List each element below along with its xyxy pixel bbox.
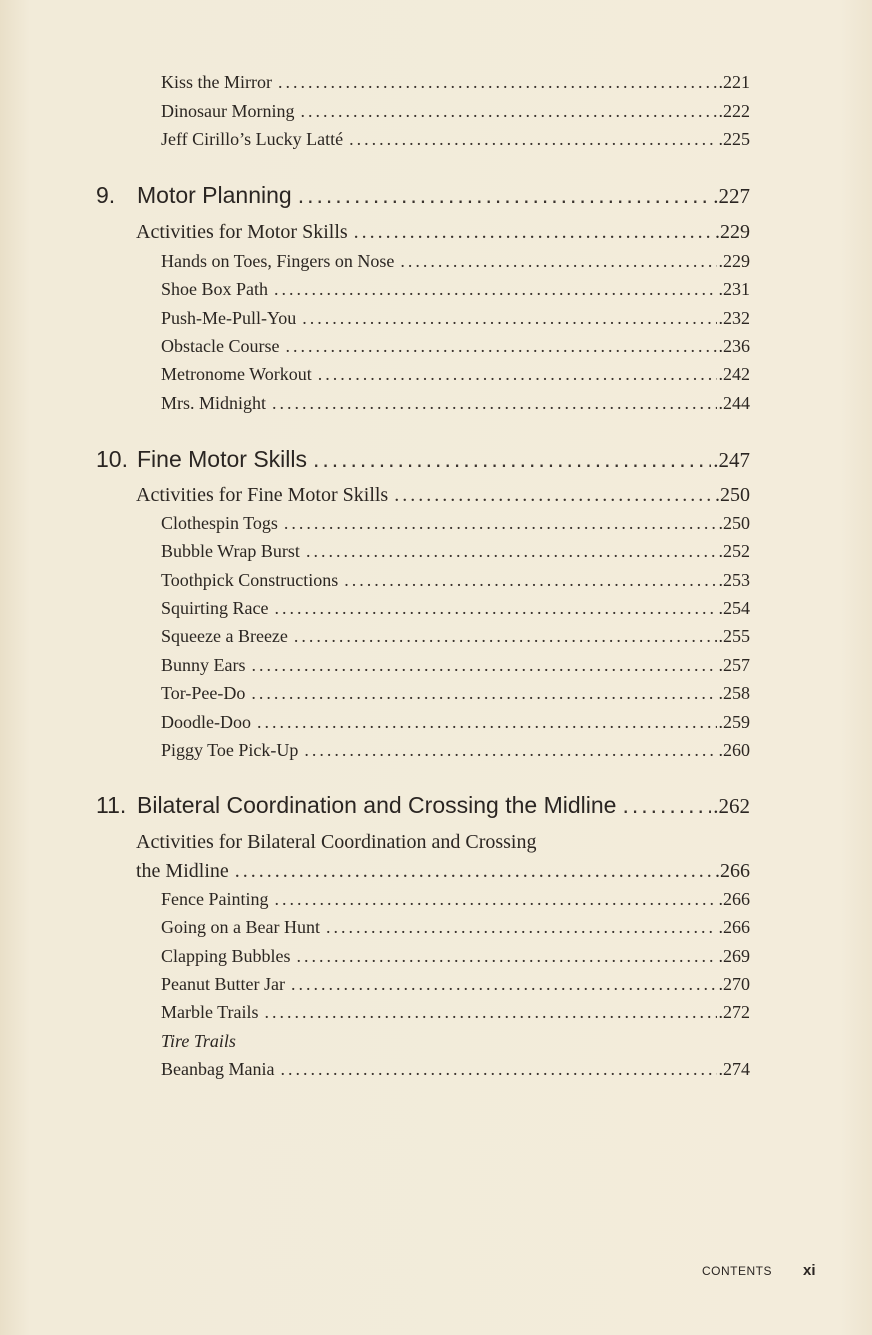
toc-section-line1: Activities for Bilateral Coordination and Crossing [136,831,537,853]
toc-entry: Squirting Race ..... .254 [161,598,750,619]
toc-entry: Beanbag Mania ..... .274 [161,1059,750,1080]
page-number: xi [803,1262,816,1279]
toc-entry: Clothespin Togs ..... .250 [161,513,750,534]
toc-entry: Dinosaur Morning ..... .222 [161,101,750,122]
toc-chapter-11: 11. Bilateral Coordination and Crossing the Midline ..... .262 [96,792,750,819]
toc-section: Activities for Fine Motor Skills ..... .250 [136,484,750,507]
toc-section: the Midline ..... .266 [136,860,750,883]
toc-entry: Shoe Box Path ..... .231 [161,279,750,300]
toc-entry: Doodle-Doo ..... .259 [161,712,750,733]
toc-entry: Metronome Workout ..... .242 [161,364,750,385]
toc-section: Activities for Motor Skills ..... .229 [136,221,750,244]
toc-entry: Bubble Wrap Burst ..... .252 [161,541,750,562]
toc-entry: Obstacle Course ..... .236 [161,336,750,357]
toc-chapter-9: 9. Motor Planning ..... .227 [96,182,750,209]
toc-entry: Going on a Bear Hunt ..... .266 [161,917,750,938]
toc-entry: Push-Me-Pull-You ..... .232 [161,308,750,329]
toc-entry: Kiss the Mirror ..... .221 [161,72,750,93]
toc-chapter-10: 10. Fine Motor Skills ..... .247 [96,446,750,473]
toc-entry: Squeeze a Breeze ..... .255 [161,626,750,647]
toc-entry: Jeff Cirillo’s Lucky Latté ..... .225 [161,129,750,150]
toc-entry: Piggy Toe Pick-Up ..... .260 [161,740,750,761]
running-footer: CONTENTS [702,1264,772,1278]
toc-variant: Tire Trails [161,1031,236,1051]
toc-entry: Bunny Ears ..... .257 [161,655,750,676]
toc-entry: Fence Painting ..... .266 [161,889,750,910]
toc-entry: Tor-Pee-Do ..... .258 [161,683,750,704]
toc-entry: Clapping Bubbles ..... .269 [161,946,750,967]
toc-entry: Toothpick Constructions ..... .253 [161,570,750,591]
toc-entry: Mrs. Midnight ..... .244 [161,393,750,414]
toc-entry: Peanut Butter Jar ..... .270 [161,974,750,995]
toc-entry: Hands on Toes, Fingers on Nose ..... .229 [161,251,750,272]
toc-entry: Marble Trails ..... .272 [161,1002,750,1023]
